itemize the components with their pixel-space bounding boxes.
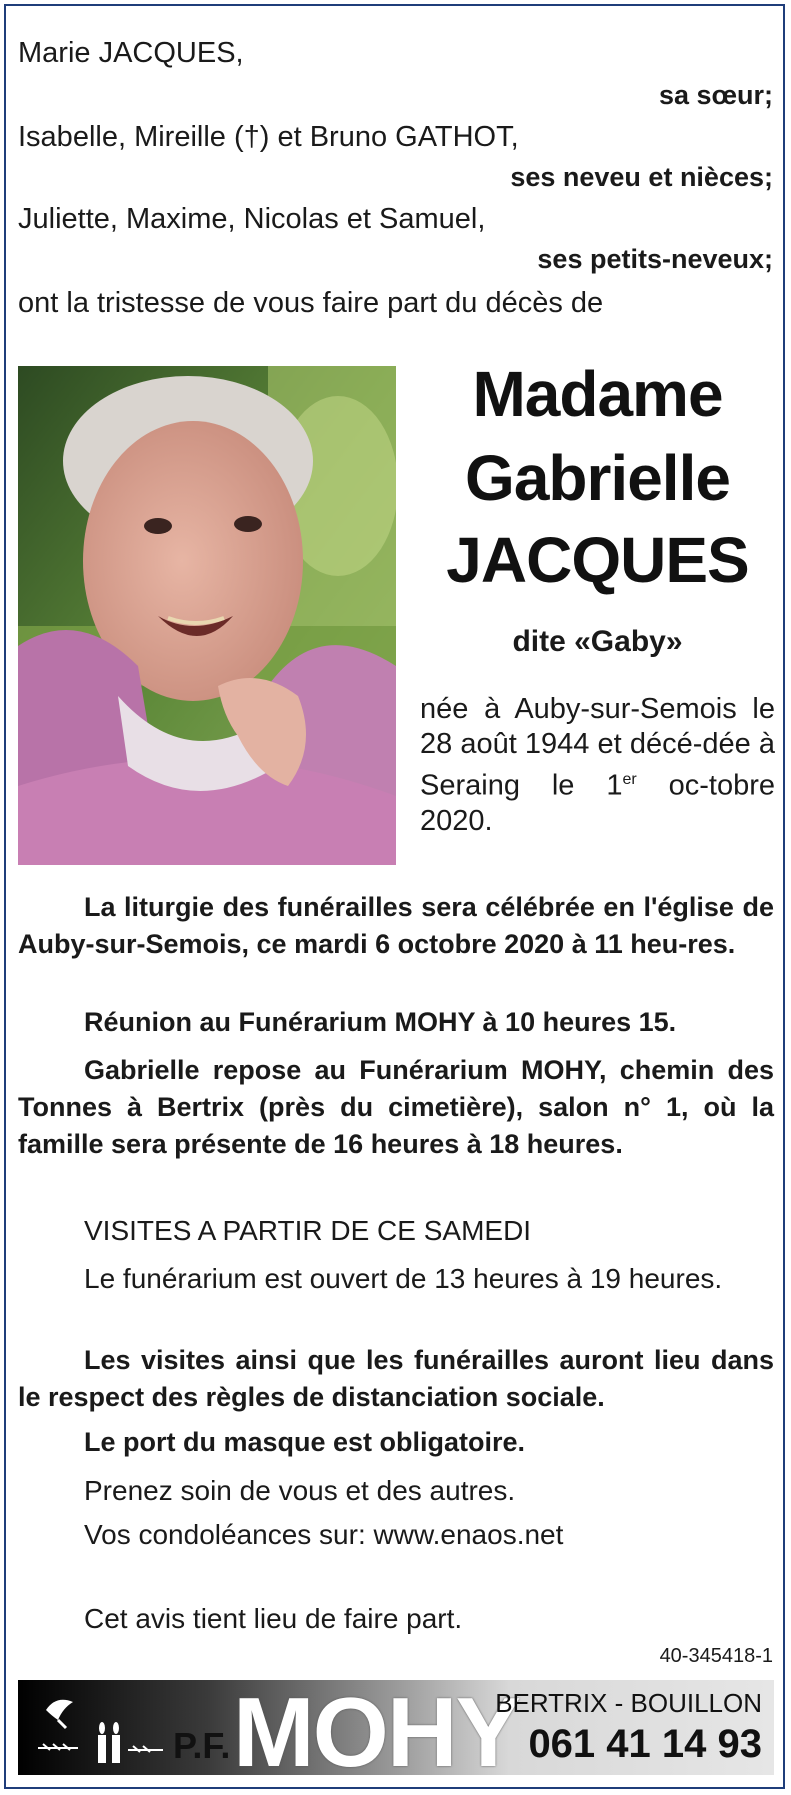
bio-part-1: née à Auby-sur-Semois le 28 août 1944 et décé-dée à Seraing le 1: [420, 693, 775, 802]
rest-paragraph: Gabrielle repose au Funérarium MOHY, chemin des Tonnes à Bertrix (près du cimetière), salon n° 1, où la famille sera présente de 16 heures à 18 heures.: [18, 1055, 774, 1159]
deceased-last-name: JACQUES: [446, 524, 749, 596]
deceased-nickname: dite «Gaby»: [512, 625, 683, 658]
liturgy-paragraph: La liturgie des funérailles sera célébrée en l'église de Auby-sur-Semois, ce mardi 6 octobre 2020 à 11 heu-res.: [18, 892, 774, 959]
distancing-paragraph: Les visites ainsi que les funérailles auront lieu dans le respect des règles de distanciation sociale.: [18, 1345, 774, 1412]
condolences-paragraph: Vos condoléances sur: www.enaos.net: [84, 1519, 564, 1550]
opening-hours-paragraph: Le funérarium est ouvert de 13 heures à 19 heures.: [84, 1263, 723, 1294]
funeral-home-banner: [18, 1680, 774, 1775]
mask-paragraph: Le port du masque est obligatoire.: [84, 1427, 526, 1457]
family-line-sister: Marie JACQUES,: [18, 37, 244, 69]
bio-part-2: oc-tobre 2020.: [420, 769, 775, 837]
family-role-sister: sa sœur;: [658, 80, 773, 110]
family-line-nephews: Isabelle, Mireille (†) et Bruno GATHOT,: [18, 121, 519, 153]
care-paragraph: Prenez soin de vous et des autres.: [84, 1475, 516, 1506]
deceased-bio: [420, 692, 775, 839]
deceased-first-name: Gabrielle: [465, 442, 730, 514]
closing-paragraph: Cet avis tient lieu de faire part.: [84, 1603, 463, 1634]
family-line-grandnephews: Juliette, Maxime, Nicolas et Samuel,: [18, 203, 486, 235]
family-role-nephews: ses neveu et nièces;: [510, 162, 773, 192]
banner-phone: 061 41 14 93: [528, 1722, 762, 1766]
announcement-text: ont la tristesse de vous faire part du décès de: [18, 287, 604, 319]
deceased-title: Madame: [472, 358, 723, 430]
family-role-grandnephews: ses petits-neveux;: [537, 244, 773, 274]
brand-logo: MOHY: [233, 1680, 519, 1775]
bio-superscript: er: [622, 771, 637, 788]
portrait-image: [18, 366, 396, 865]
visits-heading: VISITES A PARTIR DE CE SAMEDI: [84, 1215, 532, 1246]
portrait-photo: [18, 366, 396, 865]
pf-label: P.F.: [173, 1725, 231, 1766]
meeting-paragraph: Réunion au Funérarium MOHY à 10 heures 15.: [84, 1007, 677, 1037]
dove-candles-icon: [18, 1680, 168, 1775]
reference-number: 40-345418-1: [659, 1645, 773, 1667]
banner-city: BERTRIX - BOUILLON: [495, 1688, 762, 1718]
